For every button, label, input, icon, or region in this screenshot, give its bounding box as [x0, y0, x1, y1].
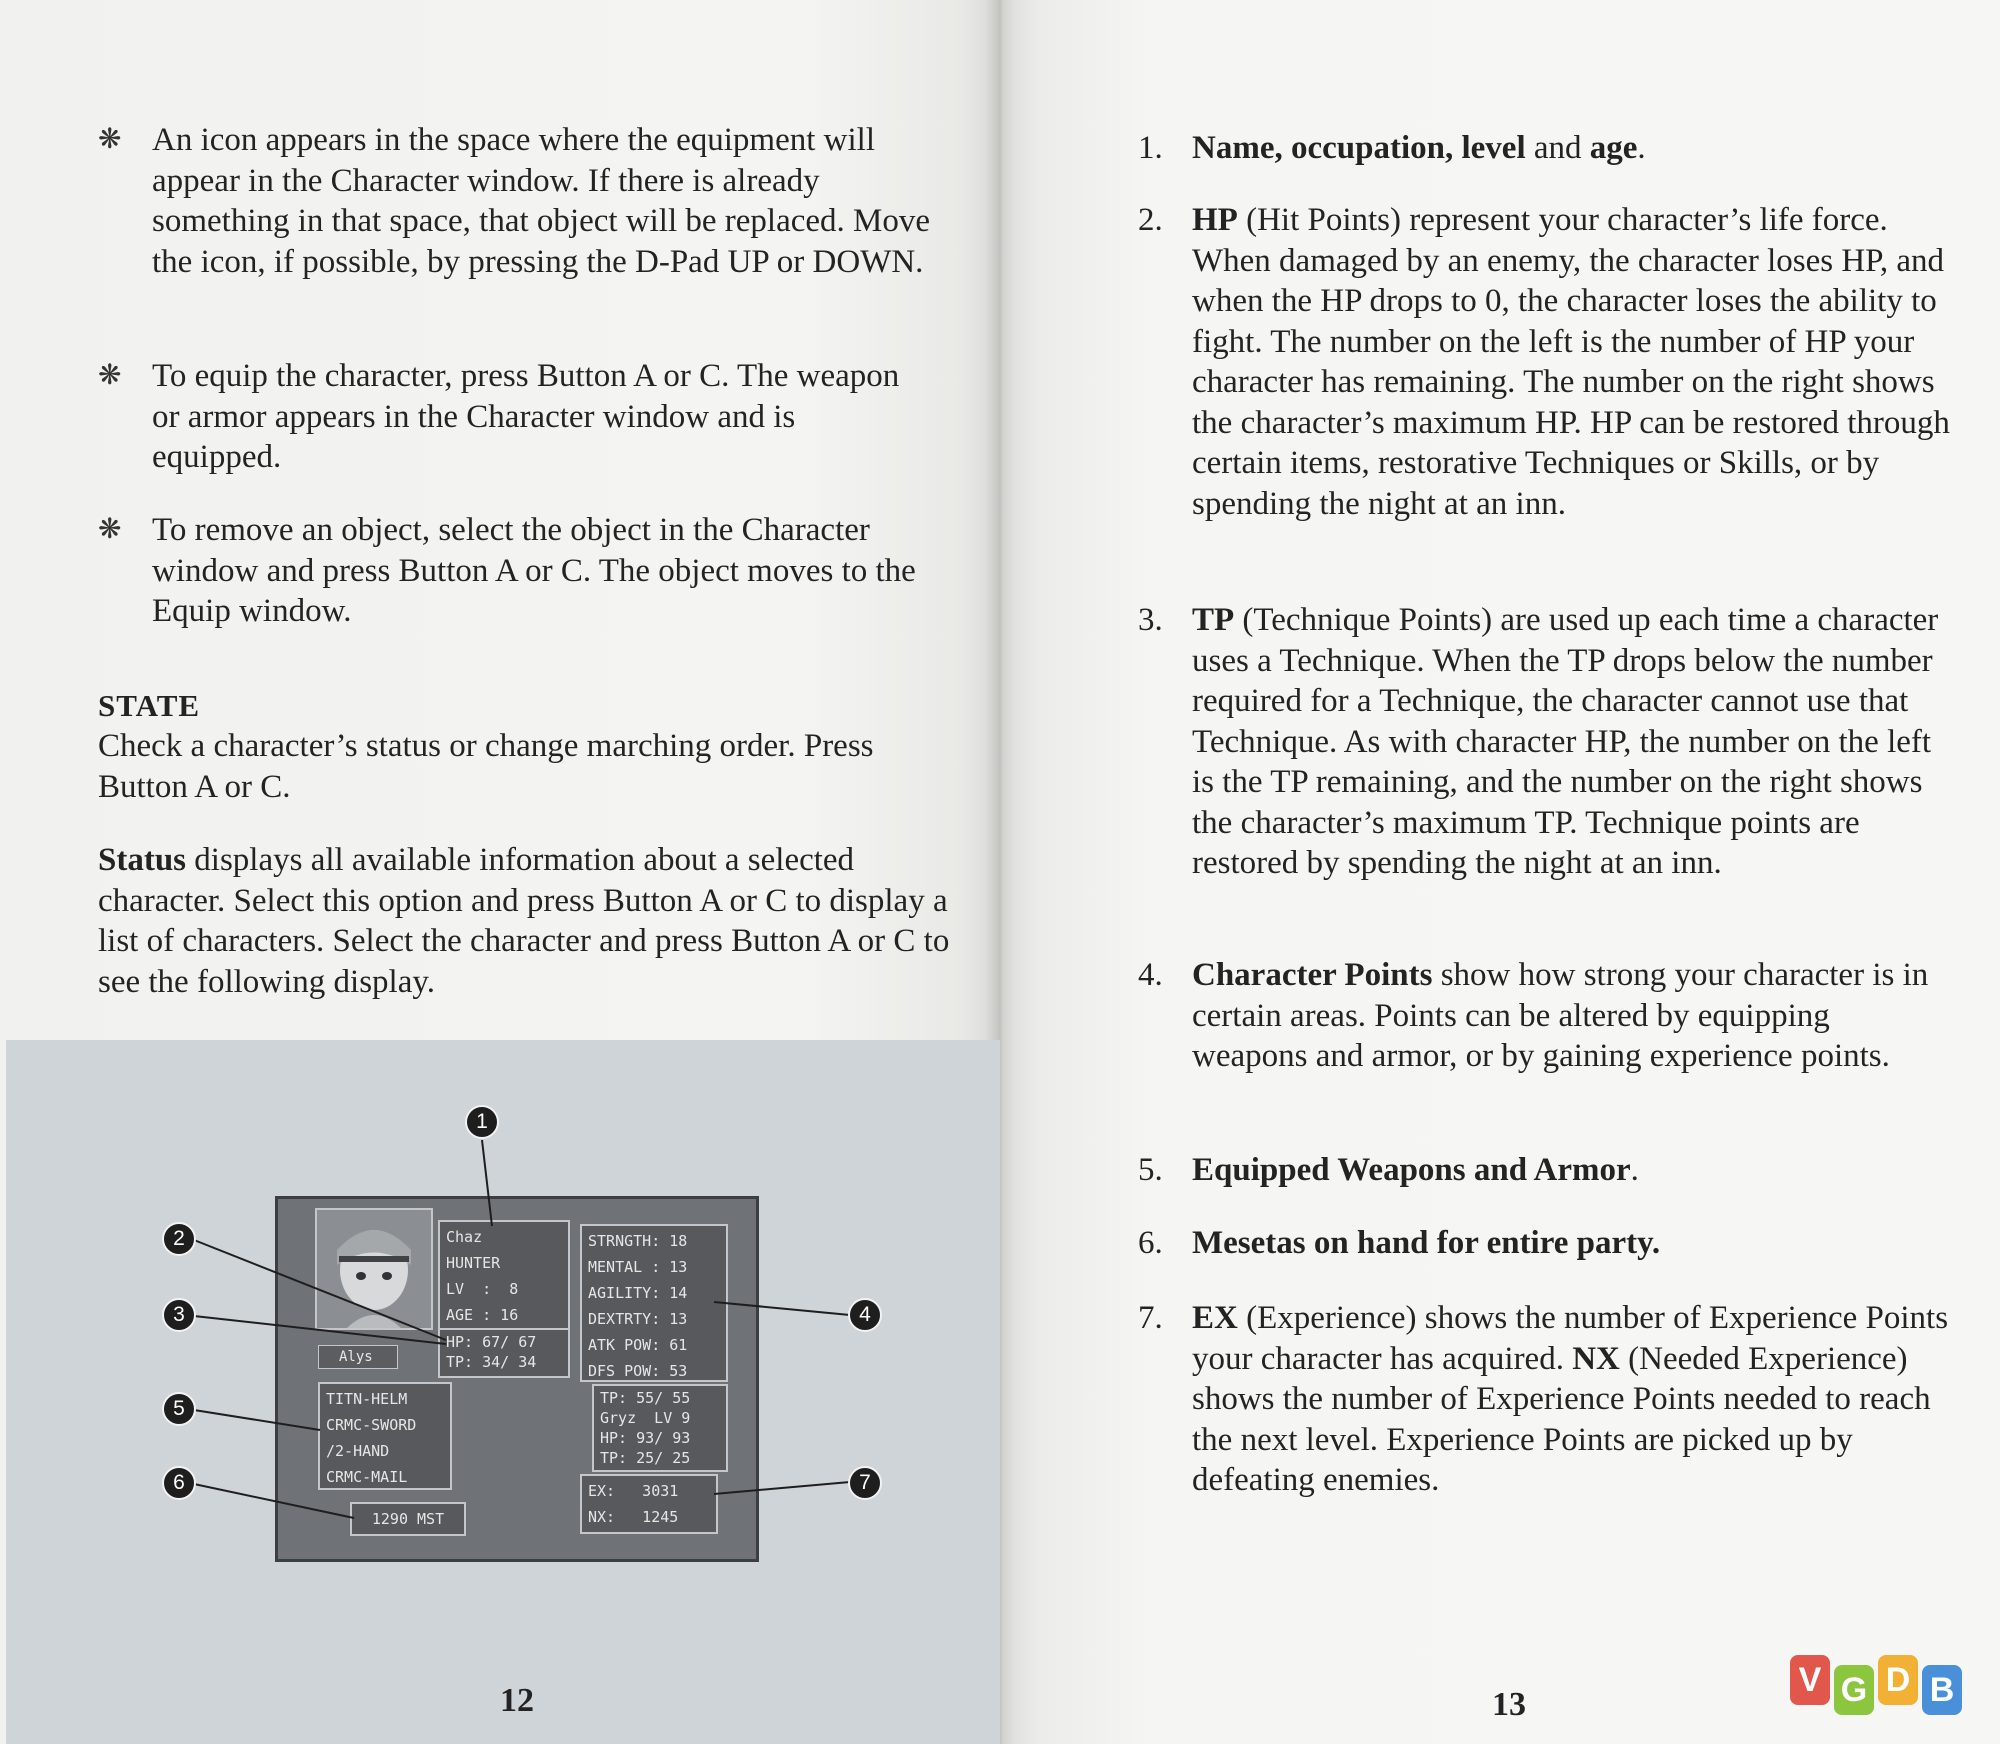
item-text: [1192, 955, 1952, 1077]
callout-marker: 6: [162, 1466, 196, 1500]
watermark-letter: B: [1922, 1665, 1962, 1715]
item-description: show how strong your character is in certain areas. Points can be altered by equipping weapons and armor, or by gaining experience points.: [1192, 957, 1929, 1074]
callout-marker: 3: [162, 1298, 196, 1332]
item-number: 6.: [1138, 1225, 1163, 1261]
item-term: Name, occupation, level: [1192, 130, 1526, 166]
watermark-letter: G: [1834, 1665, 1874, 1715]
bullet-text: To remove an object, select the object in the Character window and press Button A or C. The object moves to the Equip window.: [152, 512, 916, 629]
character-level: LV : 8: [446, 1280, 519, 1298]
item-description: (Experience) shows the number of Experience Points your character has acquired.: [1192, 1300, 1949, 1377]
watermark-letter: D: [1878, 1655, 1918, 1705]
callout-marker: 1: [465, 1105, 499, 1139]
vgdb-watermark-logo: [1790, 1655, 1990, 1723]
tp-value: TP: 34/ 34: [446, 1353, 537, 1371]
second-name-level: Gryz LV 9: [600, 1409, 691, 1427]
item-number: 1.: [1138, 130, 1163, 166]
item-number: 3.: [1138, 602, 1163, 638]
item-punct: .: [1637, 130, 1646, 166]
item-number: 2.: [1138, 202, 1163, 238]
character-occupation: HUNTER: [446, 1254, 501, 1272]
item-description: (Technique Points) are used up each time a character uses a Technique. When the TP drops below the number required for a Technique, the character cannot use that Technique. As with character HP, the number on the left is the TP remaining, and the number on the right shows the character’s maximum TP. Technique points are restored by spending the night at an inn.: [1192, 602, 1939, 881]
status-description: displays all available information about a selected character. Select this option and press Button A or C to display a list of characters. Select the character and press Button A or C to see the following display.: [98, 842, 950, 1000]
item-text: [1192, 1298, 1952, 1501]
item-term: age: [1589, 130, 1638, 166]
item-term: Character Points: [1192, 957, 1433, 993]
item-connector: and: [1525, 130, 1590, 166]
item-text: [1192, 128, 1952, 169]
character-name: Chaz: [446, 1228, 483, 1246]
item-number: 5.: [1138, 1152, 1163, 1188]
hp-value: HP: 67/ 67: [446, 1333, 537, 1351]
character-age: AGE : 16: [446, 1306, 519, 1324]
equip-mail: CRMC-MAIL: [326, 1468, 408, 1486]
equip-helm: TITN-HELM: [326, 1390, 408, 1408]
ex-value: EX: 3031: [588, 1482, 679, 1500]
callout-marker: 2: [162, 1222, 196, 1256]
stat-agility: AGILITY: 14: [588, 1284, 688, 1302]
watermark-letter: V: [1790, 1655, 1830, 1705]
item-text: [1192, 200, 1952, 524]
equip-hand: /2-HAND: [326, 1442, 390, 1460]
bullet-text: An icon appears in the space where the equipment will appear in the Character window. If there is already something in that space, that object will be replaced. Move the icon, if possible, by pressing the D-Pad UP or DOWN.: [152, 122, 931, 280]
callout-marker: 4: [848, 1298, 882, 1332]
callout-marker: 7: [848, 1466, 882, 1500]
page-number-right: 13: [1492, 1686, 1526, 1723]
stat-defense: DFS POW: 53: [588, 1362, 688, 1380]
page-number-left: 12: [500, 1682, 534, 1719]
item-term: HP: [1192, 202, 1238, 238]
item-description: (Needed Experience) shows the number of Experience Points needed to reach the next level. Experience Points are picked up by defeating enemies.: [1192, 1340, 1931, 1498]
stat-dexterity: DEXTRTY: 13: [588, 1310, 688, 1328]
item-term: Equipped Weapons and Armor: [1192, 1152, 1631, 1188]
mesetas-window: 1290 MST: [350, 1502, 466, 1536]
stat-mental: MENTAL : 13: [588, 1258, 688, 1276]
item-punct: .: [1630, 1152, 1639, 1188]
second-tp: TP: 55/ 55: [600, 1389, 691, 1407]
asterisk-bullet-icon: ❋: [98, 124, 122, 155]
item-number: 7.: [1138, 1300, 1163, 1336]
stat-attack: ATK POW: 61: [588, 1336, 688, 1354]
asterisk-bullet-icon: ❋: [98, 514, 122, 545]
item-number: 4.: [1138, 957, 1163, 993]
second-tp2: TP: 25/ 25: [600, 1449, 691, 1467]
item-term: Mesetas on hand for entire party.: [1192, 1225, 1661, 1261]
item-text: [1192, 1223, 1952, 1264]
second-hp: HP: 93/ 93: [600, 1429, 691, 1447]
item-text: [1192, 600, 1952, 884]
item-term: EX: [1192, 1300, 1238, 1336]
stat-strength: STRNGTH: 18: [588, 1232, 688, 1250]
nx-value: NX: 1245: [588, 1508, 679, 1526]
item-term: NX: [1572, 1340, 1620, 1377]
asterisk-bullet-icon: ❋: [98, 360, 122, 391]
callout-marker: 5: [162, 1392, 196, 1426]
state-paragraph: Check a character’s status or change marching order. Press Button A or C.: [98, 728, 874, 805]
bullet-text: To equip the character, press Button A or C. The weapon or armor appears in the Character window and is equipped.: [152, 358, 900, 475]
equip-sword: CRMC-SWORD: [326, 1416, 417, 1434]
status-term: Status: [98, 842, 187, 878]
state-heading: STATE: [98, 688, 201, 723]
item-description: (Hit Points) represent your character’s life force. When damaged by an enemy, the character loses HP, and when the HP drops to 0, the character loses the ability to fight. The number on the left is the number of HP your character has remaining. The number on the right shows the character’s maximum HP. HP can be restored through certain items, restorative Techniques or Skills, or by spending the night at an inn.: [1192, 202, 1950, 522]
portrait-name-label: Alys: [318, 1345, 398, 1369]
item-term: TP: [1192, 602, 1235, 638]
item-text: [1192, 1150, 1952, 1191]
